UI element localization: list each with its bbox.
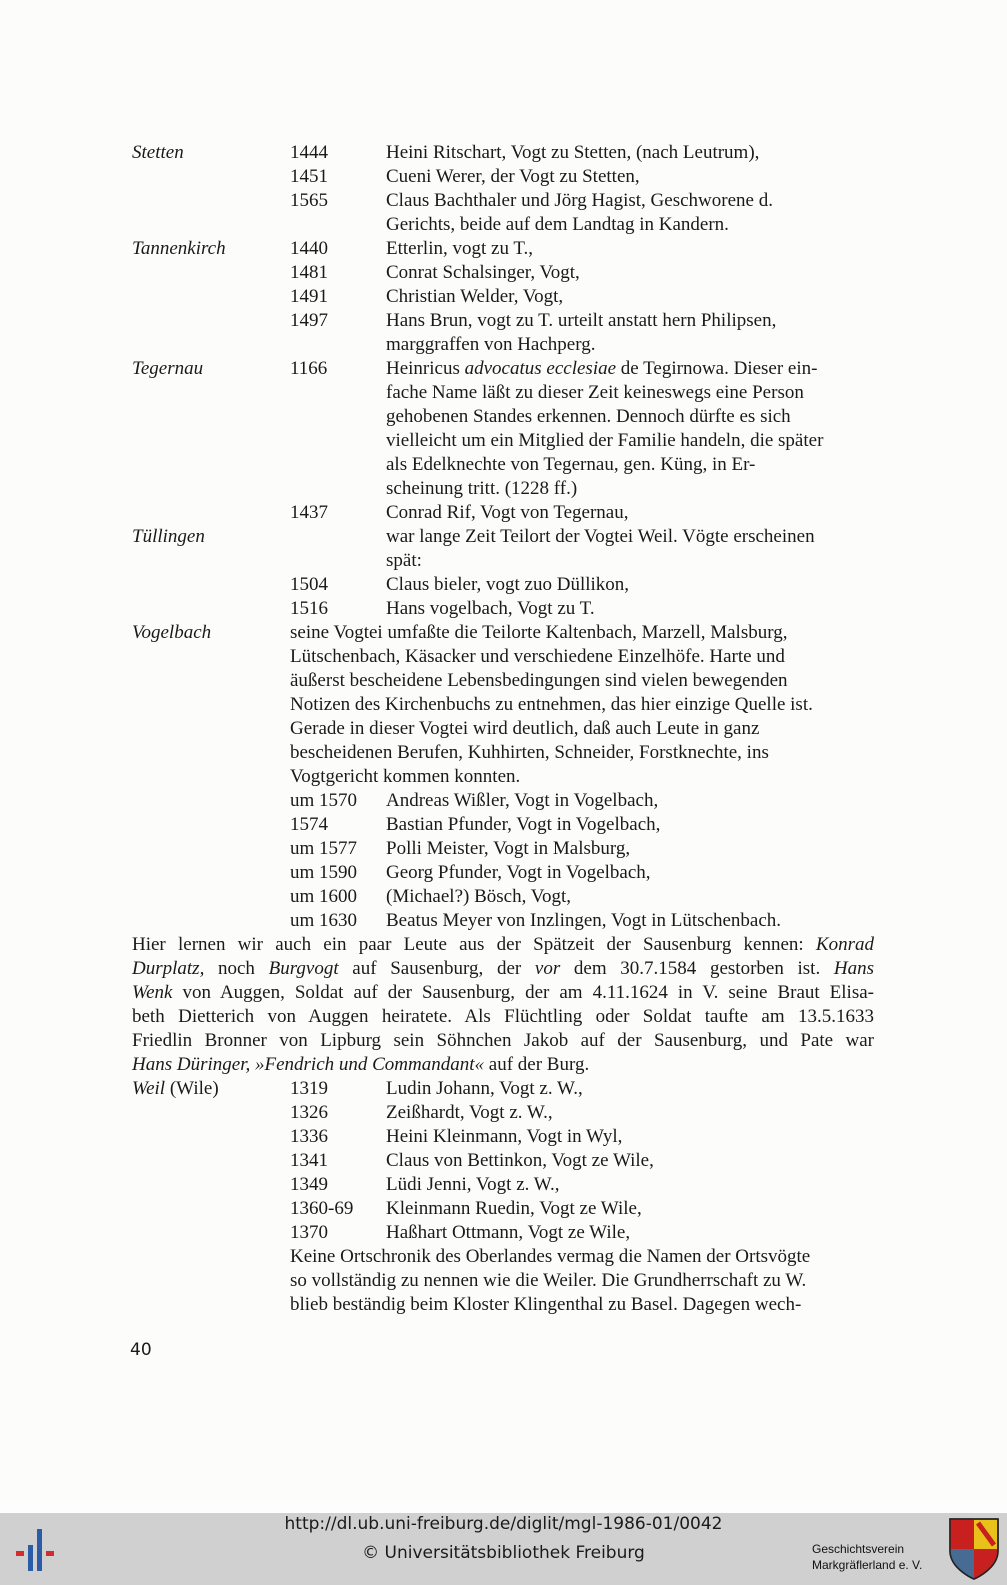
entry-text: Hans vogelbach, Vogt zu T. [386, 598, 595, 619]
entry-text: Gerichts, beide auf dem Landtag in Kandern. [386, 214, 729, 235]
entry-text: fache Name läßt zu dieser Zeit keineswegs eine Person [386, 382, 804, 403]
entry-text: Conrad Rif, Vogt von Tegernau, [386, 502, 629, 523]
entry-text: Claus Bachthaler und Jörg Hagist, Geschworene d. [386, 190, 773, 211]
place-name: Tegernau [132, 358, 204, 379]
entry-text: Ludin Johann, Vogt z. W., [386, 1078, 583, 1099]
year: 1349 [290, 1174, 328, 1195]
place-name: Weil (Wile) [132, 1078, 219, 1099]
entry-text: Bastian Pfunder, Vogt in Vogelbach, [386, 814, 661, 835]
entry-text: Claus von Bettinkon, Vogt ze Wile, [386, 1150, 654, 1171]
entry-text: Christian Welder, Vogt, [386, 286, 564, 307]
entry-text: war lange Zeit Teilort der Vogtei Weil. Vögte erscheinen [386, 526, 815, 547]
year: 1565 [290, 190, 328, 211]
year: 1440 [290, 238, 328, 259]
year: um 1600 [290, 886, 358, 907]
year: 1516 [290, 598, 328, 619]
entry-text: Cueni Werer, der Vogt zu Stetten, [386, 166, 640, 187]
source-url-link[interactable]: http://dl.ub.uni-freiburg.de/diglit/mgl-1986-01/0042 [284, 1514, 723, 1534]
year: 1504 [290, 574, 328, 595]
coat-of-arms-icon [948, 1517, 1000, 1581]
year: um 1577 [290, 838, 358, 859]
entry-text: Heini Kleinmann, Vogt in Wyl, [386, 1126, 623, 1147]
year: 1319 [290, 1078, 328, 1099]
entry-text: Polli Meister, Vogt in Malsburg, [386, 838, 631, 859]
entry-text: Beatus Meyer von Inzlingen, Vogt in Lütschenbach. [386, 910, 782, 931]
paragraph-line: Wenk von Auggen, Soldat auf der Sausenburg, der am 4.11.1624 in V. seine Braut Elisa- [132, 982, 874, 1003]
entry-text: Heinricus advocatus ecclesiae de Tegirnowa. Dieser ein- [386, 358, 818, 379]
place-name: Vogelbach [132, 622, 212, 643]
entry-text: als Edelknechte von Tegernau, gen. Küng, in Er- [386, 454, 756, 475]
entry-text: spät: [386, 550, 422, 571]
entry-text: Kleinmann Ruedin, Vogt ze Wile, [386, 1198, 642, 1219]
paragraph-line: Gerade in dieser Vogtei wird deutlich, daß auch Leute in ganz [290, 718, 760, 739]
entry-text: gehobenen Standes erkennen. Dennoch dürfte es sich [386, 406, 791, 427]
year: um 1590 [290, 862, 358, 883]
entry-text: Andreas Wißler, Vogt in Vogelbach, [386, 790, 659, 811]
paragraph-line: bescheidenen Berufen, Kuhhirten, Schneider, Forstknechte, ins [290, 742, 769, 763]
society-name [812, 1541, 922, 1573]
year: 1491 [290, 286, 328, 307]
year: 1360-69 [290, 1198, 354, 1219]
place-name: Tüllingen [132, 526, 205, 547]
entry-text: Georg Pfunder, Vogt in Vogelbach, [386, 862, 651, 883]
entry-text: (Michael?) Bösch, Vogt, [386, 886, 572, 907]
year: 1481 [290, 262, 328, 283]
year: 1451 [290, 166, 328, 187]
copyright-text: © Universitätsbibliothek Freiburg [362, 1543, 645, 1563]
paragraph-line: äußerst bescheidene Lebensbedingungen sind vielen bewegenden [290, 670, 788, 691]
society-name-line: Markgräflerland e. V. [812, 1558, 923, 1572]
year: 1336 [290, 1126, 328, 1147]
year: um 1570 [290, 790, 358, 811]
paragraph-line: Notizen des Kirchenbuchs zu entnehmen, das hier einzige Quelle ist. [290, 694, 813, 715]
page-number: 40 [130, 1340, 152, 1360]
entry-text: Hans Brun, vogt zu T. urteilt anstatt hern Philipsen, [386, 310, 777, 331]
paragraph-line: so vollständig zu nennen wie die Weiler. Die Grundherrschaft zu W. [290, 1270, 807, 1291]
entry-text: Lüdi Jenni, Vogt z. W., [386, 1174, 560, 1195]
entry-text: Heini Ritschart, Vogt zu Stetten, (nach Leutrum), [386, 142, 760, 163]
paragraph-line: Hier lernen wir auch ein paar Leute aus der Spätzeit der Sausenburg kennen: Konrad [132, 934, 874, 955]
paragraph-line: beth Dietterich von Auggen heiratete. Als Flüchtling oder Soldat taufte am 13.5.1633 [132, 1006, 874, 1027]
paragraph-line: Vogtgericht kommen konnten. [290, 766, 521, 787]
place-name: Tannenkirch [132, 238, 226, 259]
paragraph-line: Hans Düringer, »Fendrich und Commandant« auf der Burg. [132, 1054, 590, 1075]
entry-text: Conrat Schalsinger, Vogt, [386, 262, 580, 283]
paragraph-line: Friedlin Bronner von Lipburg sein Söhnchen Jakob auf der Sausenburg, und Pate war [132, 1030, 874, 1051]
year: 1437 [290, 502, 328, 523]
year: 1326 [290, 1102, 328, 1123]
paragraph-line: Lütschenbach, Käsacker und verschiedene Einzelhöfe. Harte und [290, 646, 785, 667]
year: 1370 [290, 1222, 328, 1243]
year: 1341 [290, 1150, 328, 1171]
year: 1166 [290, 358, 328, 379]
year: 1444 [290, 142, 328, 163]
paragraph-line: seine Vogtei umfaßte die Teilorte Kaltenbach, Marzell, Malsburg, [290, 622, 788, 643]
year: 1497 [290, 310, 328, 331]
entry-text: Zeißhardt, Vogt z. W., [386, 1102, 553, 1123]
entry-text: Etterlin, vogt zu T., [386, 238, 534, 259]
entry-text: Haßhart Ottmann, Vogt ze Wile, [386, 1222, 631, 1243]
paragraph-line: Keine Ortschronik des Oberlandes vermag die Namen der Ortsvögte [290, 1246, 811, 1267]
paragraph-line: blieb beständig beim Kloster Klingenthal zu Basel. Dagegen wech- [290, 1294, 802, 1315]
footer-bar [0, 1513, 1007, 1585]
place-name: Stetten [132, 142, 184, 163]
entry-text: marggraffen von Hachperg. [386, 334, 596, 355]
entry-text: Claus bieler, vogt zuo Düllikon, [386, 574, 630, 595]
year: um 1630 [290, 910, 358, 931]
year: 1574 [290, 814, 328, 835]
entry-text: scheinung tritt. (1228 ff.) [386, 478, 578, 499]
society-name-line: Geschichtsverein [812, 1542, 905, 1556]
paragraph-line: Durplatz, noch Burgvogt auf Sausenburg, der vor dem 30.7.1584 gestorben ist. Hans [132, 958, 874, 979]
entry-text: vielleicht um ein Mitglied der Familie handeln, die später [386, 430, 824, 451]
